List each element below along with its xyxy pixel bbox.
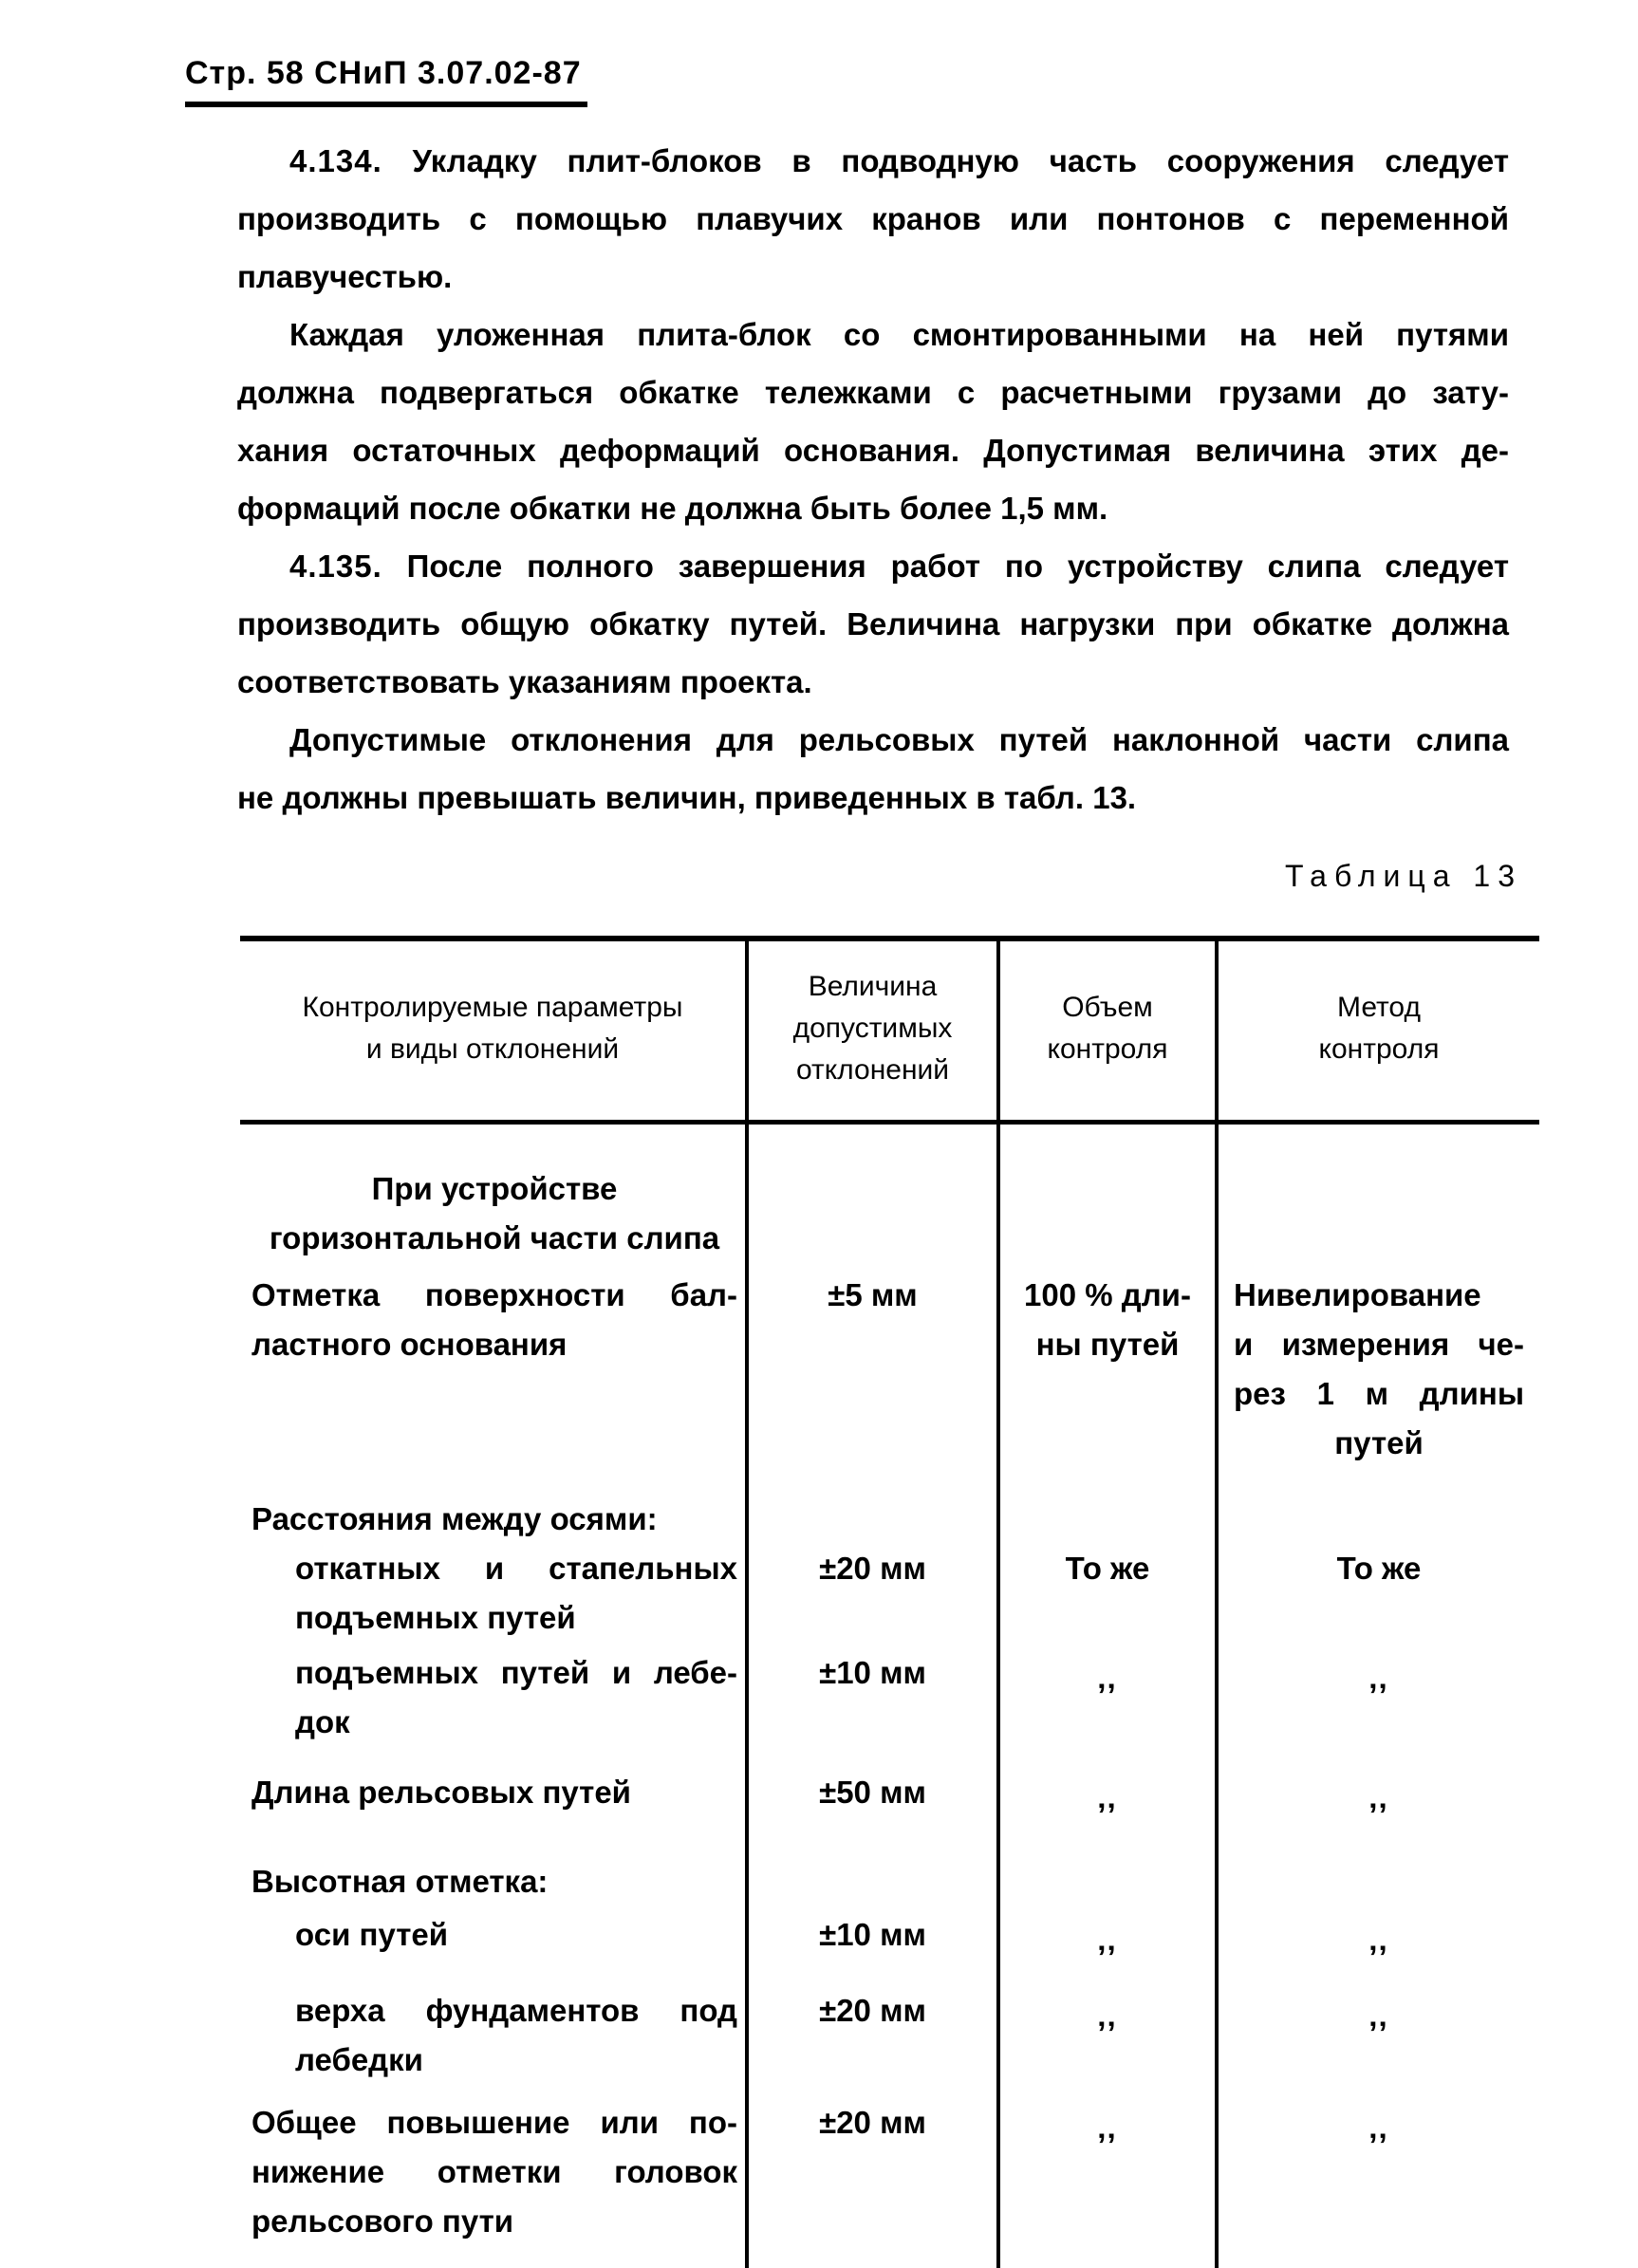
table-cell-line: ластного основания [251,1327,568,1362]
table-header-line: Контролируемые параметры [302,992,683,1023]
tolerance-cell: ±10 мм [749,1643,1000,1747]
method-cell [1219,1125,1539,1263]
tolerance-cell: ±5 мм [749,1263,1000,1468]
table-cell-line: Отметка поверхности бал- [251,1277,737,1312]
ditto-mark: ’’ [1368,1940,1389,1976]
table-cell-line: верха фундаментов под [295,1993,737,2028]
tolerance-cell [749,1468,1000,1544]
ditto-mark: ’’ [1097,1797,1118,1833]
tolerance-cell: ±20 мм [749,1544,1000,1643]
parameter-cell [240,1643,749,1747]
tolerance-cell: ±20 мм [749,1982,1000,2085]
paragraph-line: хания остаточных деформаций основания. Допустимая величина этих де- [237,433,1509,468]
page-header [185,0,1638,107]
method-cell [1219,1982,1539,2085]
ditto-mark: ’’ [1368,2128,1389,2164]
table-cell-line: рез 1 м длины [1234,1376,1524,1411]
scope-cell [1000,1906,1219,1982]
table-cell-line: рельсового пути [251,2203,514,2239]
parameter-cell [240,1906,749,1982]
scope-cell: То же [1000,1544,1219,1643]
method-cell [1219,1906,1539,1982]
paragraph-line: не должны превышать величин, приведенных в табл. 13. [237,780,1137,815]
tolerance-cell: ±20 мм [749,2085,1000,2268]
table-cell-line: подъемных путей и лебе- [295,1655,737,1690]
table-cell-line: ны путей [1035,1327,1180,1362]
scope-cell [1000,1468,1219,1544]
table-cell-line: При устройстве [371,1171,618,1206]
parameter-cell [240,1544,749,1643]
scope-cell [1000,2085,1219,2268]
table-cell-line: нижение отметки головок [251,2154,737,2189]
table-header-line: контроля [1318,1033,1440,1065]
method-cell: То же [1336,1551,1422,1586]
paragraph-line: Допустимые отклонения для рельсовых путей наклонной части слипа [289,722,1509,757]
table-cell-line: горизонтальной части слипа [269,1220,720,1255]
table-cell-line: и измерения че- [1234,1327,1524,1362]
paragraph-line: производить общую обкатку путей. Величина нагрузки при обкатке должна [237,606,1509,641]
tolerance-cell: ±10 мм [749,1906,1000,1982]
table-cell-line: док [295,1704,350,1739]
table-header-cell [1000,941,1219,1125]
ditto-mark: ’’ [1097,2016,1118,2052]
table-header-line: допустимых [792,1013,953,1044]
table-cell-line: подъемных путей [295,1600,576,1635]
paragraphs [237,132,1509,827]
clause-number: 4.135. [289,548,382,584]
paragraph [237,537,1509,711]
scope-cell [1000,1125,1219,1263]
table-header-line: и виды отклонений [365,1033,620,1065]
table-header-line: Объем [1062,992,1153,1023]
method-cell [1219,1840,1539,1906]
table-header-line: отклонений [795,1054,950,1086]
paragraph-line: плавучестью. [237,259,453,294]
parameter-cell [240,1263,749,1468]
table-header-cell [240,941,749,1125]
method-cell [1219,1263,1539,1468]
tolerance-cell [749,1840,1000,1906]
parameter-cell [240,1982,749,2085]
table-header-line: контроля [1047,1033,1168,1065]
table-cell-line: Нивелирование [1234,1277,1481,1312]
paragraph [237,132,1509,306]
method-cell [1219,1643,1539,1747]
parameter-cell [240,1468,749,1544]
table-header-cell [749,941,1000,1125]
scope-cell [1000,1747,1219,1840]
scope-cell [1000,1982,1219,2085]
method-cell [1219,1747,1539,1840]
table-cell-line: лебедки [295,2042,423,2077]
table-cell-line: 100 % дли- [1024,1277,1191,1312]
paragraph-line: Каждая уложенная плита-блок со смонтированными на ней путями [289,317,1509,352]
table-header-line: Величина [808,971,938,1002]
paragraph-line: должна подвергаться обкатке тележками с расчетными грузами до зату- [237,375,1509,410]
ditto-mark: ’’ [1097,2128,1118,2164]
paragraph [237,306,1509,537]
parameter-cell [240,1747,749,1840]
method-cell [1219,1468,1539,1544]
clause-number: 4.134. [289,143,382,178]
parameter-cell [240,1125,749,1263]
ditto-mark: ’’ [1368,2016,1389,2052]
page-header-text: Стр. 58 СНиП 3.07.02-87 [185,55,587,107]
paragraph-line: производить с помощью плавучих кранов или понтонов с переменной [237,201,1509,236]
tolerance-cell [749,1125,1000,1263]
method-cell [1219,2085,1539,2268]
ditto-mark: ’’ [1097,1940,1118,1976]
scope-cell [1000,1840,1219,1906]
table-cell-line: Длина рельсовых путей [251,1775,631,1810]
parameter-cell [240,2085,749,2268]
ditto-mark: ’’ [1097,1678,1118,1714]
paragraph-line: соответствовать указаниям проекта. [237,664,812,699]
ditto-mark: ’’ [1368,1797,1389,1833]
table-header-line: Метод [1337,992,1421,1023]
table-header-cell [1219,941,1539,1125]
table-cell-line: путей [1334,1425,1424,1460]
ditto-mark: ’’ [1368,1678,1389,1714]
parameter-cell [240,1840,749,1906]
scope-cell [1000,1263,1219,1468]
table-label: Таблица 13 [1285,859,1522,893]
control-parameters-table [240,936,1539,2268]
table-cell-line: оси путей [295,1917,449,1952]
table-cell-line: откатных и стапельных [295,1551,737,1586]
table-cell-line: Высотная отметка: [251,1864,549,1899]
table-cell-line: Расстояния между осями: [251,1501,658,1536]
paragraph-line: формаций после обкатки не должна быть более 1,5 мм. [237,491,1108,526]
paragraph [237,711,1509,827]
table-cell-line: Общее повышение или по- [251,2105,737,2140]
paragraph-line: 4.135. После полного завершения работ по устройству слипа следует [289,548,1509,584]
scope-cell [1000,1643,1219,1747]
paragraph-line: 4.134. Укладку плит-блоков в подводную часть сооружения следует [289,143,1509,178]
tolerance-cell: ±50 мм [749,1747,1000,1840]
